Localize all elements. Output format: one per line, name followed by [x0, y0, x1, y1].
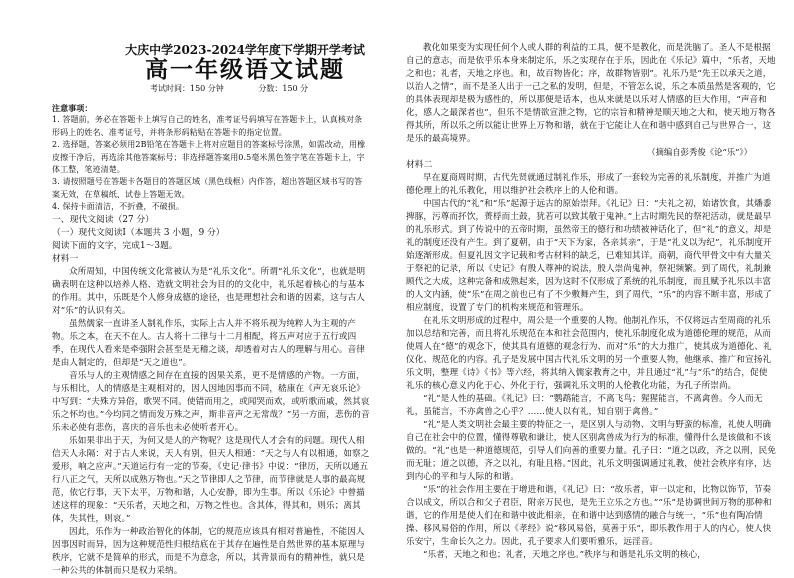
- page-title: 高一年级语文试题: [145, 56, 345, 83]
- notes-item: 4. 保持卡面清洁，不折叠，不破损。: [52, 202, 184, 212]
- notes-item: 3. 请按照题号在答题卡各题目的答题区域（黑色线框）内作答，超出答题区域书写的答案无效，在草稿纸、试卷上答题无效。: [52, 177, 363, 199]
- material-label: 材料一: [52, 254, 79, 264]
- reading-section: [52, 214, 370, 578]
- exam-meta: [150, 83, 340, 94]
- paragraph: 中国古代的“礼”和“乐”起源于远古的原始崇拜。《礼记》曰：“夫礼之初，始诸饮食，其燔黍捭豚，污尊而抔饮，蒉桴而土鼓，犹若可以致其敬于鬼神。”上古时期先民的祭祀活动，就是最早的礼乐形式。到了传说中的五帝时期，虽然帝王的德行和功绩被神话化了，但“礼”的意义，却是礼的制度还没有产生。到了夏朝，由于“天下为家，各亲其亲”，于是“礼义以为纪”，礼乐制度开始逐渐形成。但夏礼因文字记载和考古材料的缺乏，已难知其详。商朝，商代甲骨文中有大量关于祭祀的记录，所以《史记》有殷人尊神的说法，殷人崇尚鬼神，祭祀频繁。到了周代，礼制兼顾代之大成，这种完备和成熟起来，因为这时不仅形成了系统的礼乐制度，而且赋予礼乐以丰富的人文内涵，使“乐”在周之前也已有了不少敷舞产生，到了周代，“乐”的内容不断丰富，形成了相应制度，设置了专门的机构来规范和管理乐。: [406, 199, 772, 313]
- paragraph: 教化如果变为实现任何个人或人群的利益的工具，便不是教化，而是洗脑了。圣人不是根据自己的意志，而是依乎乐本身来制定乐，乐之实现存在于乐，因此在《乐记》篇中，“乐者，天地之和也；礼者，天地之序也。和，故百物皆化；序，故群物皆别”。礼乐乃是“先王以承天之道，以治人之情”，而不是圣人出于一己之私的发明，但是，不管怎么说，乐之本质虽然是客观的，它的具体表现却是极为感性的，所以那便是话本，也从来就是以乐对人情感的巨大作用，“声音和化，感人之最深者也”，但乐不是情欲宣泄之物，它的宗旨和精神是顺天地之大和，使天地万物各得其所，所以乐之所以能让世界上万物和谐，就在于它能让人在和谐中感到自己与世界合一，这是乐的最高境界。: [406, 43, 776, 144]
- paragraph: 早在夏商周时期，古代先贤就通过制礼作乐，形成了一套较为完善的礼乐制度，并推广为道德伦理上的礼乐教化，用以维护社会秩序上的人伦和谐。: [406, 173, 771, 196]
- notes-section: [52, 102, 370, 214]
- paragraph: 因此，乐作为一种政治智化的体制，它的规范应该具有相对普遍性，不能因人因事因时而异，因为这种规范性归根结底在于其存在遍性是自然世界的基本原理与秩序，它就不是简单的形式，而是不为意念，所以，其背景而有的精神性，就只是一种公共的体制而只是权力采纳。: [52, 527, 365, 576]
- right-text: [406, 42, 776, 562]
- school-name: 大庆中学2023-2024学年度下学期开学考试: [125, 43, 365, 57]
- paragraph: 乐如果非出于天，为何又是人的产物呢？这是现代人才会有的问题。现代人相信天人永隔：对于古人来说，天人有别，但天人相通：“天之与人有以相通，如察之爱形，响之应声。”天道运行有一定的节奏，《史记·律书》中说：“律历，天所以通五行八正之气，天所以成熟万物也。”天之节律即人之节律，而节律就是人事的最高规范，依它行事，天下太平，万物和谐，人心安静，即为生事。所以《乐论》中曾描述这样的现象：“天乐者，天地之和，万物之性也。含其体，得其和，则乐；离其体，失其性，则哀。”: [52, 436, 370, 524]
- notes-item: 2. 选择题，答案必须用2B铅笔在答题卡上将对应题目的答案标号涂黑，如需改动，用橡皮擦干净后，再选涂其他答案标号；非选择题答案用0.5毫米黑色签字笔在答题卡上，字体工整，笔迹清楚。: [52, 140, 366, 175]
- material-label: 材料二: [406, 160, 433, 170]
- exam-time: 考试时间：150 分钟: [150, 84, 224, 93]
- left-column: [0, 0, 397, 576]
- paragraph: 在礼乐文明形成的过程中，周公是一个重要的人物。他制礼作乐，不仅将远古至周商的礼乐加以总结和完善，而且将礼乐规范在本和社会范围内，使礼乐制度化成为道德伦理的规范，从而使周人在“德”的观念下，使其具有道德的观念行为、而对“乐”的大力推广，使其成为道德化、礼仪化、规范化的内容。孔子是发展中国古代礼乐文明的另一个重要人物，他继承、推广和宣扬礼乐文明，整理《诗》《书》等六经，将其纳入儒家教育之中，并且通过“礼”与“乐”的结合，促使礼乐的核心意义内化于心、外化于行，强调礼乐文明的人伦教化功能，为孔子所崇尚。: [406, 316, 772, 391]
- exam-score: 分数：150 分: [258, 84, 309, 93]
- paragraph: “乐者，天地之和也；礼者，天地之序也。”秩序与和谐是礼乐文明的核心，: [423, 550, 706, 560]
- source-citation: （摘编自彭秀俊《论“乐”》）: [647, 147, 752, 157]
- exam-header: [110, 43, 380, 83]
- instruction: 阅读下面的文字，完成1～3题。: [52, 241, 178, 251]
- paragraph: 音乐与人的主观情感之间存在直接的因果关系，更不是情感的产物。一方面，与乐相比，人的情感是主观相对的，因人因地因事而不同，嵇康在《声无哀乐论》中写到：“夫殊方异俗，歌哭不同。使错而用之，或闻哭而欢，或听歌而戚，然其哀乐之怀均也。”今均同之情而发万殊之声，斯非音声之无常哉？”另一方面，悲伤的音乐未必使有悲伤，喜庆的音乐也未必使听者开心。: [52, 371, 370, 433]
- paragraph: 虽然儒家一直讲圣人制礼作乐，实际上古人并不将乐视为纯粹人为主观的产物。乐之本，在天不在人。古人将十二律与十二月相配，将五声对应于五行或四季，在现代人看来是牵强附会甚至是无稽之谈，却透着对古人的理解与用心。音律是由人制定的，但却是“天之道也”。: [52, 319, 365, 368]
- paragraph: “乐”的社会作用主要在于增进和谐，《礼记》曰：“故乐者，审一以定和，比物以饰节，节奏合以成文，所以合和父子君臣，附亲万民也，是先王立乐之方也。”“乐”是协调世间万物的那种和谐，它的作用是使人们在和谐中彼此相亲，在和谐中达到感情的融合与统一，“乐”也有陶冶情操、移风易俗的作用，所以《孝经》说“移风易俗，莫善于乐”，即乐教作用于人的内心，使人快乐安宁，生命长久之力。因此，孔子要求人们要听雅乐，远淫音。: [406, 485, 772, 547]
- part-heading: 一、现代文阅读（27 分）: [52, 215, 154, 225]
- quote-paragraph: “礼”是人性的基础。《礼记》曰：“鹦鹉能言，不离飞鸟；猩猩能言，不离禽兽。今人而无礼，虽能言，不亦禽兽之心乎？……使人以有礼，知自别于禽兽。”: [406, 394, 763, 417]
- subpart-heading: （一）现代文阅读Ⅰ（本题共 3 小题，9 分）: [52, 228, 225, 238]
- notes-heading: 注意事项：: [52, 103, 93, 113]
- paragraph: 众所周知，中国传统文化常被认为是“礼乐文化”。所谓“礼乐文化”，也就是明确表明在这种以培养人格、造就文明社会为目的的文化中，礼乐起着核心的与基本的作用。其中，乐既是个人修身成德的途径，也是理想社会和谐的因素，这与古人对“乐”的认识有关。: [52, 267, 366, 316]
- right-column: [400, 0, 794, 560]
- notes-item: 1. 答题前，务必在答题卡上填写自己的姓名，准考证号码填写在答题卡上，认真核对条形码上的姓名、准考证号，并将条形码粘贴在答题卡的指定位置。: [52, 115, 363, 137]
- paragraph: “礼”是人类文明社会最主要的特征之一，是区别人与动物、文明与野蛮的标准，礼使人明确自己在社会中的位置，懂得尊敬和谦让，使人区别禽兽成为行为的标准，懂得什么是该做和不该做的。“礼”也是一种道德规范，引导人们向善的重要力量。孔子曰：“道之以政，齐之以刑，民免而无耻；道之以德，齐之以礼，有耻且格。”因此，礼乐文明强调通过礼教，使社会秩序有序，达到内心的平和与人际的和谐。: [406, 420, 776, 482]
